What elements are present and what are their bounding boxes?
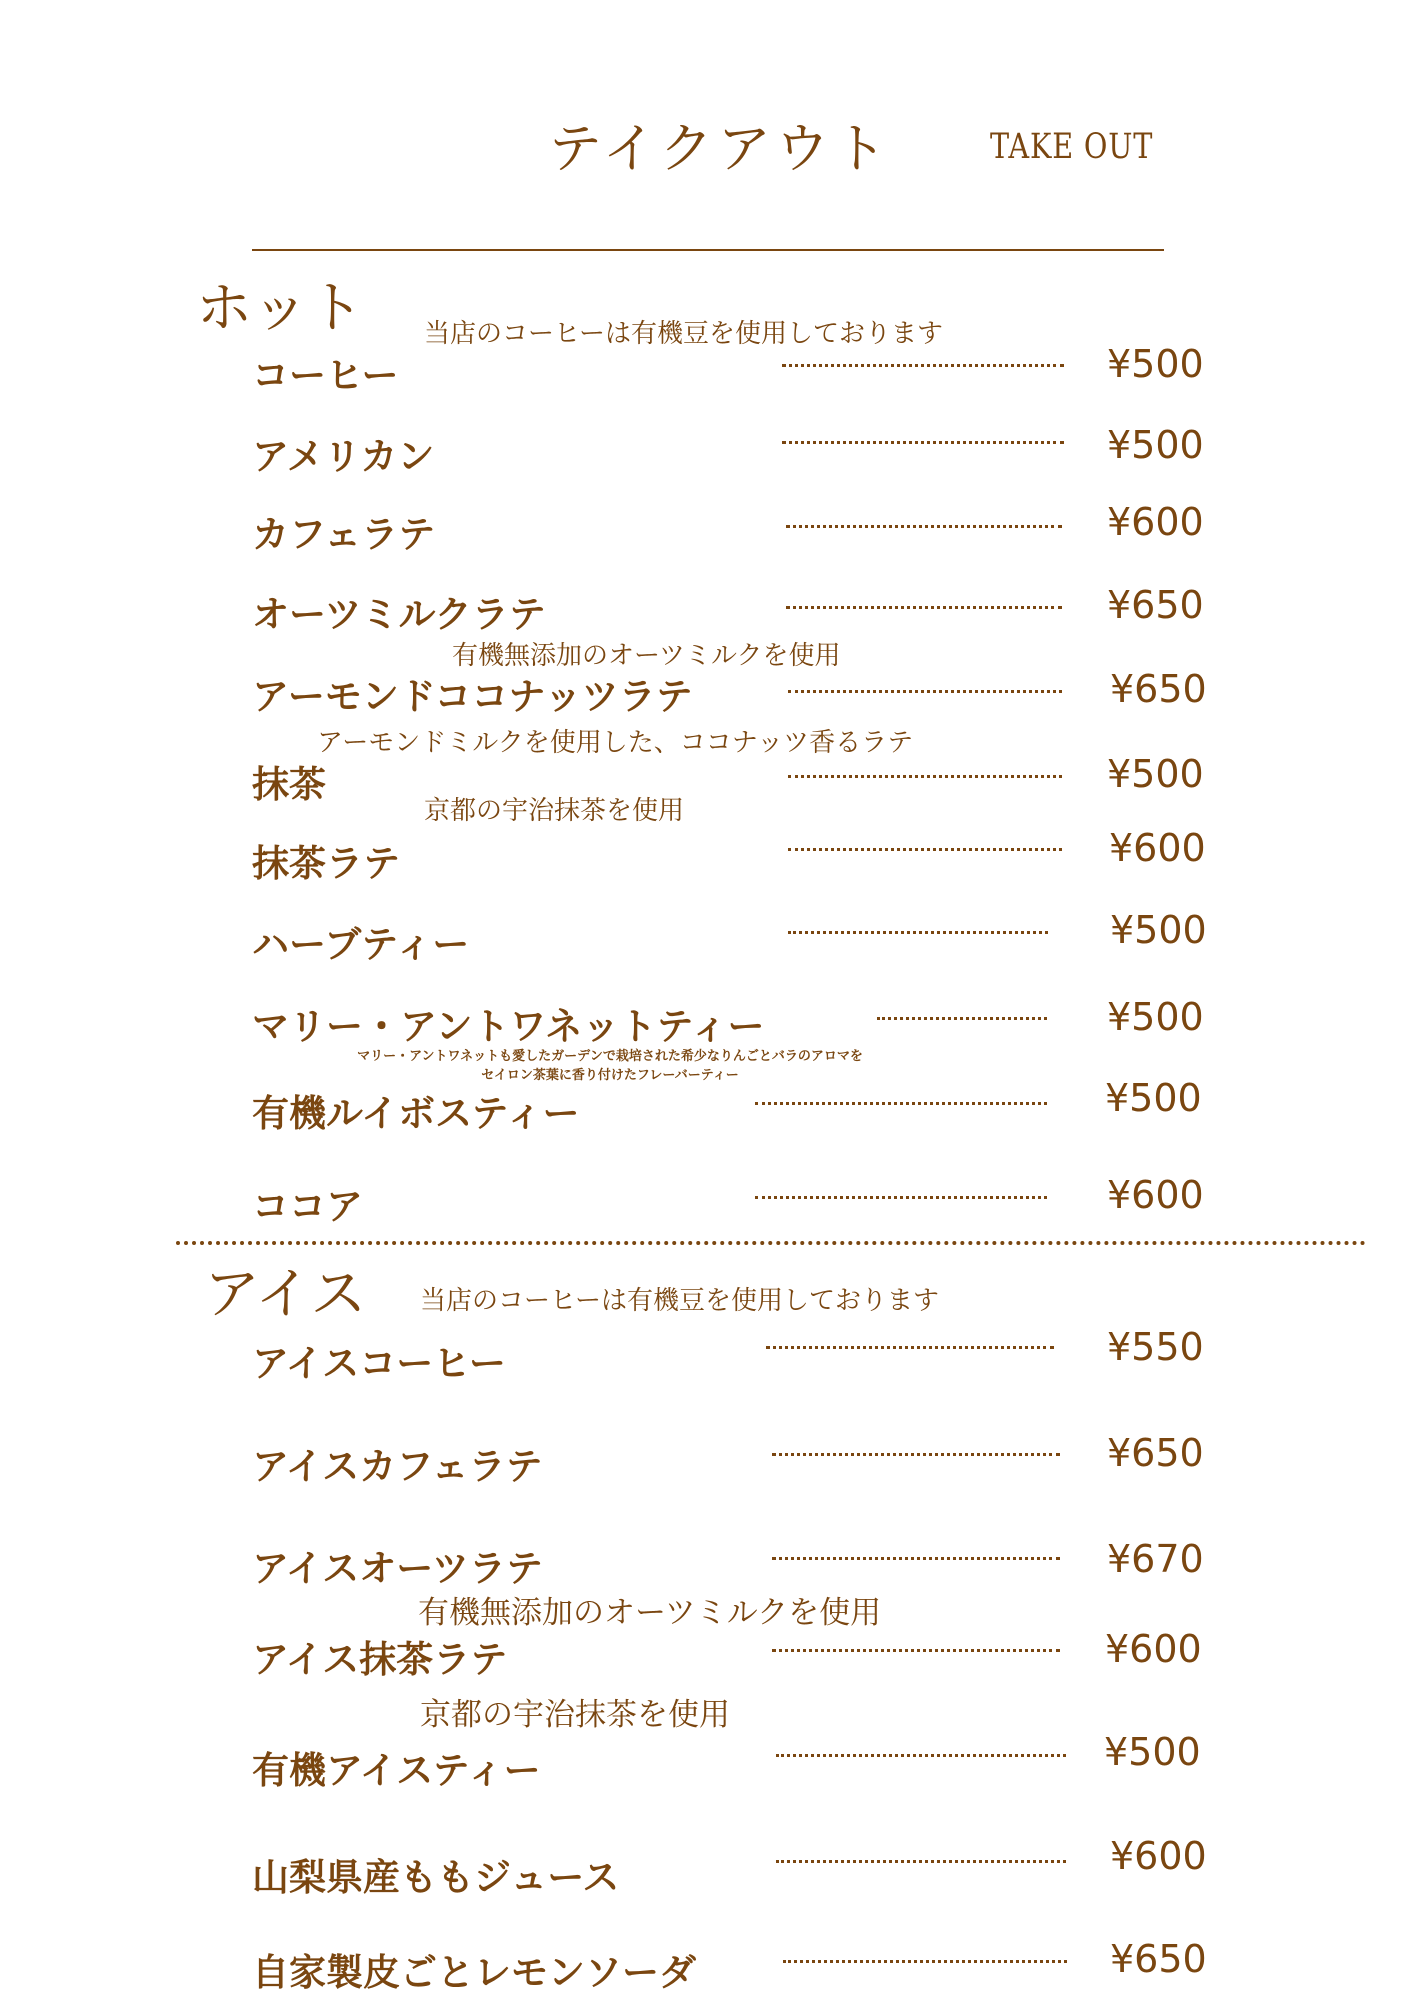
dotted-leader	[766, 1346, 1054, 1349]
item-note-line: セイロン茶葉に香り付けたフレーバーティー	[481, 1068, 739, 1083]
dotted-leader	[776, 1754, 1066, 1757]
hot-section-note: 当店のコーヒーは有機豆を使用しております	[424, 319, 943, 349]
dotted-leader	[772, 1453, 1060, 1456]
item-note-line: マリー・アントワネットも愛したガーデンで栽培された希少なりんごとバラのアロマを	[357, 1049, 863, 1064]
item-price: ¥650	[1107, 583, 1204, 627]
item-name: 自家製皮ごとレモンソーダ	[252, 1951, 696, 1994]
dotted-leader	[772, 1649, 1060, 1652]
dotted-leader	[782, 364, 1064, 367]
item-name: アイスオーツラテ	[252, 1547, 543, 1590]
item-name: アイスコーヒー	[252, 1342, 506, 1385]
item-price: ¥600	[1109, 826, 1206, 870]
header-divider	[252, 249, 1164, 251]
item-price: ¥650	[1107, 1431, 1204, 1475]
item-price: ¥500	[1104, 1730, 1201, 1774]
page-title-english: TAKE OUT	[990, 127, 1154, 167]
dotted-leader	[755, 1102, 1047, 1105]
item-name: 抹茶ラテ	[252, 842, 400, 885]
item-name: カフェラテ	[252, 513, 436, 556]
item-name: 山梨県産ももジュース	[252, 1856, 620, 1899]
dotted-leader	[755, 1196, 1047, 1199]
item-name: アメリカン	[252, 435, 435, 478]
item-price: ¥650	[1110, 1937, 1207, 1981]
dotted-leader	[877, 1017, 1047, 1020]
dotted-leader	[782, 441, 1064, 444]
item-name: 抹茶	[252, 763, 326, 806]
item-price: ¥600	[1105, 1627, 1202, 1671]
item-name: 有機アイスティー	[252, 1749, 541, 1792]
ice-section-note: 当店のコーヒーは有機豆を使用しております	[420, 1286, 939, 1316]
item-note: アーモンドミルクを使用した、ココナッツ香るラテ	[317, 728, 914, 758]
dotted-leader	[788, 848, 1062, 851]
item-name: マリー・アントワネットティー	[252, 1005, 765, 1048]
item-note: 京都の宇治抹茶を使用	[424, 796, 685, 826]
dotted-leader	[788, 690, 1062, 693]
section-divider	[176, 1241, 1366, 1245]
dotted-leader	[786, 525, 1062, 528]
item-price: ¥600	[1107, 1173, 1204, 1217]
item-name: 有機ルイボスティー	[252, 1092, 580, 1135]
item-price: ¥500	[1107, 752, 1204, 796]
dotted-leader	[783, 1960, 1067, 1963]
dotted-leader	[776, 1860, 1066, 1863]
item-price: ¥500	[1107, 995, 1204, 1039]
item-price: ¥500	[1105, 1076, 1202, 1120]
item-note: 有機無添加のオーツミルクを使用	[452, 641, 841, 671]
item-name: アイス抹茶ラテ	[252, 1638, 508, 1681]
item-name: オーツミルクラテ	[252, 593, 546, 636]
item-note: 有機無添加のオーツミルクを使用	[418, 1595, 882, 1631]
item-name: アイスカフェラテ	[252, 1445, 543, 1488]
item-price: ¥500	[1107, 423, 1204, 467]
item-price: ¥500	[1107, 342, 1204, 386]
item-price: ¥670	[1107, 1537, 1204, 1581]
item-name: ハーブティー	[252, 923, 470, 966]
item-name: ココア	[252, 1185, 363, 1228]
section-heading-ice: アイス	[204, 1262, 367, 1327]
item-price: ¥600	[1107, 500, 1204, 544]
section-heading-hot: ホット	[196, 276, 364, 341]
dotted-leader	[788, 931, 1048, 934]
item-price: ¥500	[1110, 908, 1207, 952]
item-note: 京都の宇治抹茶を使用	[420, 1697, 730, 1733]
item-price: ¥550	[1107, 1325, 1204, 1369]
item-name: アーモンドココナッツラテ	[252, 675, 693, 718]
item-price: ¥650	[1110, 667, 1207, 711]
page-title: テイクアウト	[548, 117, 892, 180]
item-price: ¥600	[1110, 1834, 1207, 1878]
item-note	[300, 1047, 920, 1085]
item-name: コーヒー	[252, 354, 399, 397]
dotted-leader	[788, 775, 1062, 778]
dotted-leader	[786, 606, 1062, 609]
dotted-leader	[772, 1557, 1060, 1560]
